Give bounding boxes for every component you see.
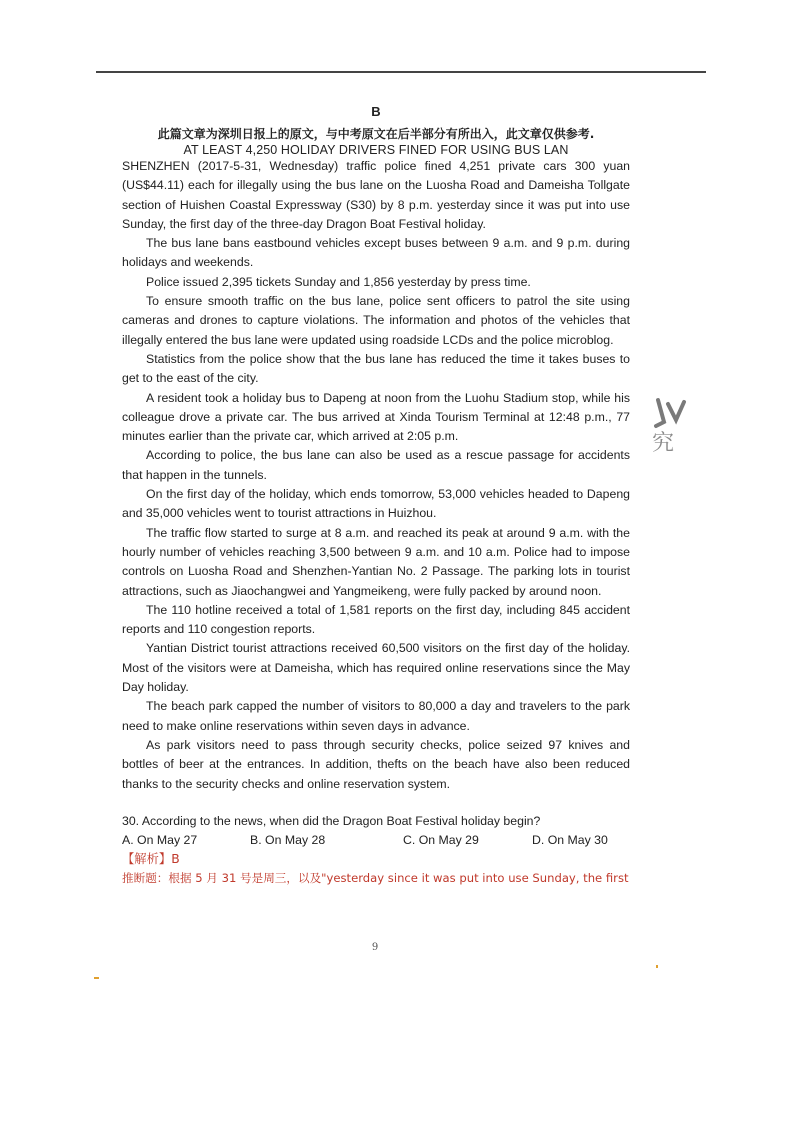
paragraph: SHENZHEN (2017-5-31, Wednesday) traffic police fined 4,251 private cars 300 yuan (US$44.11) each for illegally using the bus lane on the Luosha Road and Dameisha Tollgate section of Huishen Coastal Expressway (S30) by 8 p.m. yesterday since it was put into use Sunday, the first day of the three-day Dragon Boat Festival holiday. [122,159,630,231]
scan-speck [656,965,658,968]
paragraph: The traffic flow started to surge at 8 a.m. and reached its peak at around 9 a.m. with the hourly number of vehicles reaching 3,500 between 9 a.m. and 10 a.m. Police had to impose controls on Luosha Road and Shenzhen-Yantian No. 2 Passage. The parking lots in tourist attractions, such as Jiaochangwei and Yangmeikeng, were fully packed by around noon. [122,525,630,598]
header-rule [96,71,706,73]
paragraph: A resident took a holiday bus to Dapeng at noon from the Luohu Stadium stop, while his colleague drove a private car. The bus arrived at Xinda Tourism Terminal at 12:48 p.m., 77 minutes earlier than the private car, which arrived at 2:05 p.m. [122,390,630,444]
document-page [122,104,630,888]
analysis-label: 【解析】B [122,852,180,867]
paragraph: The 110 hotline received a total of 1,581 reports on the first day, including 845 accident reports and 110 congestion reports. [122,602,630,637]
watermark-char: 究 [652,431,675,456]
option-a: A. On May 27 [122,833,198,848]
option-c: C. On May 29 [403,833,479,848]
paragraph: The bus lane bans eastbound vehicles except buses between 9 a.m. and 9 p.m. during holidays and weekends. [122,236,630,270]
answer-options [122,831,630,850]
scan-speck [94,977,99,979]
question-text: 30. According to the news, when did the Dragon Boat Festival holiday begin? [122,813,541,828]
paragraph: Police issued 2,395 tickets Sunday and 1,856 yesterday by press time. [146,274,531,289]
section-letter: B [371,104,381,119]
paragraph: Yantian District tourist attractions received 60,500 visitors on the first day of the holiday. Most of the visitors were at Dameisha, which has required online reservations since the May Day holiday. [122,641,630,695]
paragraph: To ensure smooth traffic on the bus lane, police sent officers to patrol the site using cameras and drones to capture violations. The information and photos of the vehicles that illegally entered the bus lane were updated using roadside LCDs and the police microblog. [122,294,630,347]
paragraph: According to police, the bus lane can also be used as a rescue passage for accidents that happen in the tunnels. [122,448,630,482]
paragraph: Statistics from the police show that the bus lane has reduced the time it takes buses to get to the east of the city. [122,351,630,386]
article-body [122,157,630,794]
option-b: B. On May 28 [250,833,326,848]
watermark-stamp-icon [646,392,696,462]
paragraph: The beach park capped the number of visitors to 80,000 a day and travelers to the park need to make online reservations within seven days in advance. [122,699,630,733]
option-d: D. On May 30 [532,833,608,848]
editor-note: 此篇文章为深圳日报上的原文，与中考原文在后半部分有所出入，此文章仅供参考. [157,127,595,141]
analysis-text: 推断题：根据 5 月 31 号是周三，以及"yesterday since it was put into use Sunday, the first [122,871,629,886]
paragraph: As park visitors need to pass through security checks, police seized 97 knives and bottles of beer at the entrances. In addition, thefts on the beach have also been reduced thanks to the security checks and online reservation system. [122,737,630,791]
article-headline: AT LEAST 4,250 HOLIDAY DRIVERS FINED FOR USING BUS LAN [183,143,569,157]
page-number: 9 [371,942,379,953]
paragraph: On the first day of the holiday, which ends tomorrow, 53,000 vehicles headed to Dapeng and 35,000 vehicles went to tourist attractions in Huizhou. [122,487,630,521]
